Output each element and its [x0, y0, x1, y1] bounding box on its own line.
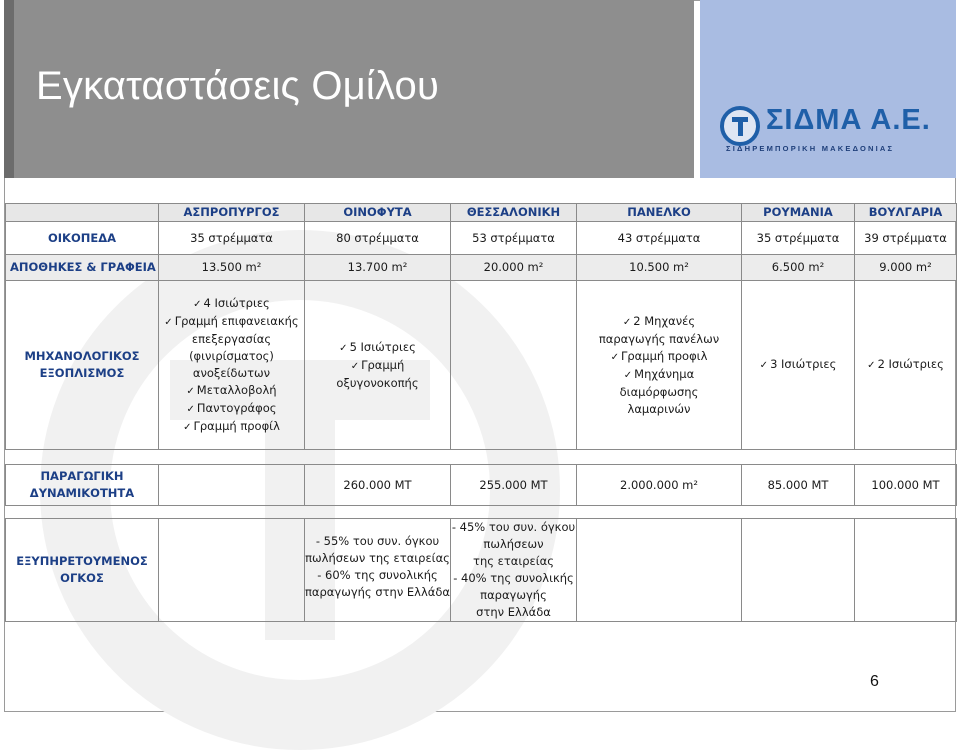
checkmark-icon: ✓ [622, 316, 632, 328]
table-cell: 100.000 MT [855, 465, 957, 506]
table-cell: 53 στρέμματα [451, 222, 577, 255]
column-header: ΑΣΠΡΟΠΥΡΓΟΣ [159, 204, 305, 222]
checkmark-icon: ✓ [759, 360, 769, 371]
column-header: ΟΙΝΟΦΥΤΑ [305, 204, 451, 222]
row-label [6, 519, 159, 622]
equipment-cell [577, 281, 742, 450]
list-item: ✓ Μεταλλοβολή [186, 382, 277, 397]
table-cell: 20.000 m² [451, 255, 577, 281]
facilities-table [5, 203, 957, 622]
list-item: οξυγονοκοπής [336, 375, 419, 390]
slide-title: Εγκαταστάσεις Ομίλου [36, 64, 440, 108]
table-cell: 85.000 MT [742, 465, 855, 506]
row-label [6, 465, 159, 506]
row-label-line: ΟΓΚΟΣ [60, 571, 104, 585]
checkmark-icon: ✓ [350, 360, 360, 372]
table-cell: 35 στρέμματα [742, 222, 855, 255]
table-cell-empty [577, 519, 742, 622]
table-row [6, 519, 957, 622]
table-cell: 255.000 MT [451, 465, 577, 506]
list-item: ✓ Γραμμή επιφανειακής [164, 313, 299, 328]
table-cell: 80 στρέμματα [305, 222, 451, 255]
table-spacer [6, 506, 957, 519]
table-cell: 6.500 m² [742, 255, 855, 281]
table-cell: 9.000 m² [855, 255, 957, 281]
table-cell: 2.000.000 m² [577, 465, 742, 506]
table-row [6, 255, 957, 281]
row-label [6, 281, 159, 450]
row-label: ΟΙΚΟΠΕΔΑ [6, 222, 159, 255]
table-row [6, 465, 957, 506]
checkmark-icon: ✓ [867, 360, 876, 371]
list-item: ✓ Γραμμή προφιλ [610, 348, 708, 363]
list-item: ✓ 2 Μηχανές [622, 313, 696, 328]
logo-name: ΣΙΔΜΑ Α.Ε. [766, 104, 931, 136]
row-label: ΑΠΟΘΗΚΕΣ & ΓΡΑΦΕΙΑ [6, 255, 159, 281]
table-cell-empty [742, 519, 855, 622]
checkmark-icon: ✓ [339, 342, 348, 354]
list-item: 2 Ισιώτριες [877, 357, 944, 371]
table-cell: 10.500 m² [577, 255, 742, 281]
checkmark-icon: ✓ [193, 298, 202, 310]
table-cell: 43 στρέμματα [577, 222, 742, 255]
header-empty-cell [6, 204, 159, 222]
column-header: ΒΟΥΛΓΑΡΙΑ [855, 204, 957, 222]
row-label-line: ΔΥΝΑΜΙΚΟΤΗΤΑ [29, 486, 135, 500]
column-header: ΘΕΣΣΑΛΟΝΙΚΗ [451, 204, 577, 222]
row-label-line: ΕΞΥΠΗΡΕΤΟΥΜΕΝΟΣ [16, 554, 148, 568]
table-header-row [6, 204, 957, 222]
table-cell: 35 στρέμματα [159, 222, 305, 255]
checkmark-icon: ✓ [186, 385, 195, 397]
equipment-list [599, 313, 719, 418]
table-cell-empty [159, 519, 305, 622]
row-label-line: ΜΗΧΑΝΟΛΟΓΙΚΟΣ [24, 349, 140, 363]
checkmark-icon: ✓ [623, 369, 633, 381]
logo-subtitle: ΣΙΔΗΡΕΜΠΟΡΙΚΗ ΜΑΚΕΔΟΝΙΑΣ [726, 144, 895, 153]
table-spacer [6, 450, 957, 465]
equipment-cell [742, 281, 855, 450]
equipment-cell [159, 281, 305, 450]
list-item: ✓ Παντογράφος [186, 400, 277, 415]
list-item: 3 Ισιώτριες [770, 357, 837, 371]
list-item: ανοξείδωτων [192, 365, 271, 380]
list-item: παραγωγής πανέλων [598, 331, 720, 346]
sales-volume-text: - 45% του συν. όγκου πωλήσεων της εταιρείας - 40% της συνολικής παραγωγής στην Ελλάδα [451, 520, 576, 619]
company-logo [706, 100, 950, 156]
table-cell [305, 519, 451, 622]
column-header: ΠΑΝΕΛΚΟ [577, 204, 742, 222]
table-cell: 39 στρέμματα [855, 222, 957, 255]
T-emblem-icon [720, 106, 760, 146]
checkmark-icon: ✓ [164, 316, 173, 328]
page-number: 6 [870, 673, 879, 690]
table-cell-empty [855, 519, 957, 622]
equipment-cell [855, 281, 957, 450]
list-item: ✓ Γραμμή προφίλ [183, 418, 280, 433]
list-item: ✓ Γραμμή [350, 357, 405, 372]
table-row [6, 222, 957, 255]
checkmark-icon: ✓ [186, 403, 195, 415]
row-label-line: ΠΑΡΑΓΩΓΙΚΗ [40, 469, 124, 483]
row-label-line: ΕΞΟΠΛΙΣΜΟΣ [39, 366, 125, 380]
list-item: ✓ Μηχάνημα [623, 366, 695, 381]
table-cell: 13.700 m² [305, 255, 451, 281]
list-item: λαμαρινών [627, 401, 691, 416]
table-cell: 13.500 m² [159, 255, 305, 281]
column-header: ΡΟΥΜΑΝΙΑ [742, 204, 855, 222]
equipment-cell [305, 281, 451, 450]
list-item: επεξεργασίας [191, 331, 272, 346]
equipment-list [164, 295, 298, 436]
list-item: ✓ 5 Ισιώτριες [339, 339, 416, 354]
table-row [6, 281, 957, 450]
table-cell-empty [159, 465, 305, 506]
equipment-list [336, 339, 418, 392]
list-item: διαμόρφωσης [619, 384, 699, 399]
table-cell: 260.000 MT [305, 465, 451, 506]
equipment-cell-empty [451, 281, 577, 450]
sales-volume-text: - 55% του συν. όγκου πωλήσεων της εταιρείας - 60% της συνολικής παραγωγής στην Ελλάδα [305, 534, 450, 599]
checkmark-icon: ✓ [610, 351, 619, 363]
table-cell [451, 519, 577, 622]
checkmark-icon: ✓ [183, 421, 192, 433]
list-item: (φινιρίσματος) [189, 348, 274, 363]
list-item: ✓ 4 Ισιώτριες [193, 295, 270, 310]
